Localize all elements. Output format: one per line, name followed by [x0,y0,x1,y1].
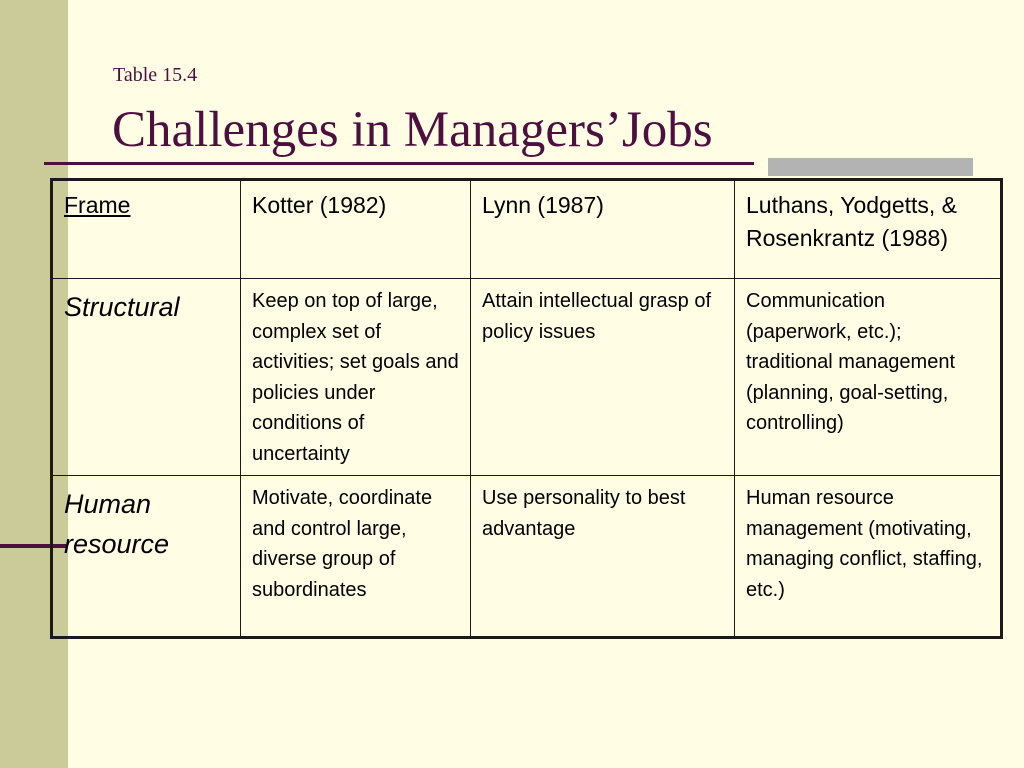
table-header-row [52,180,1002,279]
slide-subtitle: Table 15.4 [113,64,198,86]
challenges-table-container [50,178,1000,639]
slide-title: Challenges in Managers’Jobs [112,102,713,158]
header-frame-label: Frame [64,192,131,218]
table-cell: Use personality to best advantage [471,476,735,638]
header-frame [52,180,241,279]
table-cell: Keep on top of large, complex set of activities; set goals and policies under conditions of uncertainty [241,279,471,476]
title-accent-bar [768,158,973,176]
table-cell: Human resource management (motivating, managing conflict, staffing, etc.) [735,476,1002,638]
header-luthans: Luthans, Yodgetts, & Rosenkrantz (1988) [735,180,1002,279]
table-cell: Motivate, coordinate and control large, diverse group of subordinates [241,476,471,638]
title-underline-rule [44,162,754,165]
row-frame-human-resource: Human resource [52,476,241,638]
header-lynn: Lynn (1987) [471,180,735,279]
table-row [52,476,1002,638]
header-kotter: Kotter (1982) [241,180,471,279]
challenges-table [50,178,1003,639]
table-row [52,279,1002,476]
table-cell: Attain intellectual grasp of policy issues [471,279,735,476]
row-frame-structural: Structural [52,279,241,476]
table-cell: Communication (paperwork, etc.); traditional management (planning, goal-setting, controlling) [735,279,1002,476]
